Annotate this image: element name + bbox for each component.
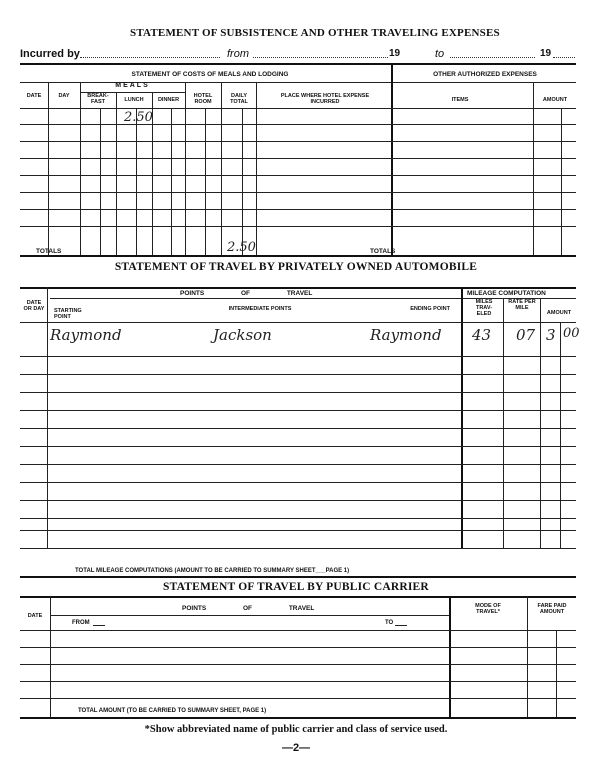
- col-date: DATE: [26, 93, 42, 99]
- auto-col-date: DATE OR DAY: [23, 300, 45, 312]
- incurred-by-label: Incurred by: [20, 48, 80, 60]
- auto-col-starting: STARTING POINT: [54, 308, 82, 320]
- col-items: ITEMS: [451, 97, 469, 103]
- totals-label-right: TOTALS: [370, 248, 396, 255]
- from-date-line[interactable]: [253, 57, 388, 58]
- carrier-total-label: TOTAL AMOUNT (TO BE CARRIED TO SUMMARY SHEET, PAGE 1): [78, 708, 267, 714]
- col-lunch: LUNCH: [124, 97, 144, 103]
- auto-col-amount: AMOUNT: [546, 310, 572, 316]
- auto-miles[interactable]: 43: [472, 326, 492, 344]
- to-label: to: [435, 48, 445, 60]
- auto-col-miles: MILES TRAV-ELED: [475, 299, 493, 317]
- to-year-prefix: 19: [540, 48, 552, 59]
- col-daily-total: DAILY TOTAL: [230, 93, 248, 105]
- auto-col-ending: ENDING POINT: [410, 306, 450, 312]
- from-year-prefix: 19: [389, 48, 401, 59]
- carrier-col-mode: MODE OF TRAVEL*: [475, 603, 501, 615]
- col-dinner: DINNER: [157, 97, 180, 103]
- auto-points-of-travel: POINTS OF TRAVEL: [180, 290, 313, 297]
- auto-start-point[interactable]: Raymond: [50, 326, 122, 344]
- auto-col-intermediate: INTERMEDIATE POINTS: [228, 306, 292, 312]
- totals-label: TOTALS: [36, 248, 62, 255]
- daily-total-sum[interactable]: 2.50: [227, 240, 256, 255]
- carrier-section-title: STATEMENT OF TRAVEL BY PUBLIC CARRIER: [163, 581, 429, 593]
- auto-rate[interactable]: 07: [516, 326, 536, 344]
- carrier-col-from: FROM: [72, 620, 90, 626]
- auto-section-title: STATEMENT OF TRAVEL BY PRIVATELY OWNED AUTOMOBILE: [114, 261, 478, 273]
- incurred-by-line[interactable]: [80, 57, 220, 58]
- col-meals: MEALS: [115, 82, 150, 89]
- carrier-col-date: DATE: [27, 613, 43, 619]
- other-expenses-title: OTHER AUTHORIZED EXPENSES: [433, 71, 537, 78]
- page-number: —2—: [281, 742, 311, 754]
- col-hotel-room: HOTEL ROOM: [193, 93, 213, 105]
- from-label: from: [227, 48, 249, 60]
- carrier-col-to: TO: [385, 620, 394, 626]
- auto-amount-dollars[interactable]: 3: [546, 326, 556, 344]
- form-title: STATEMENT OF SUBSISTENCE AND OTHER TRAVELING EXPENSES: [130, 27, 500, 39]
- lunch-entry[interactable]: 2.50: [124, 110, 153, 125]
- meals-section-title: STATEMENT OF COSTS OF MEALS AND LODGING: [131, 71, 289, 78]
- carrier-col-fare: FARE PAID AMOUNT: [537, 603, 567, 615]
- col-breakfast: BREAK-FAST: [87, 93, 109, 105]
- col-place: PLACE WHERE HOTEL EXPENSE INCURRED: [280, 93, 370, 105]
- col-amount: AMOUNT: [542, 97, 568, 103]
- year-blank[interactable]: [553, 57, 575, 58]
- footnote: *Show abbreviated name of public carrier and class of service used.: [144, 724, 448, 735]
- auto-col-rate: RATE PER MILE: [508, 299, 536, 311]
- auto-total-label: TOTAL MILEAGE COMPUTATIONS (AMOUNT TO BE CARRIED TO SUMMARY SHEET___PAGE 1): [75, 568, 350, 574]
- carrier-points-of-travel: POINTS OF TRAVEL: [182, 605, 315, 612]
- col-day: DAY: [58, 93, 70, 99]
- auto-amount-cents[interactable]: 00: [563, 326, 580, 341]
- to-date-line[interactable]: [450, 57, 535, 58]
- auto-intermediate-point[interactable]: Jackson: [213, 326, 272, 344]
- auto-end-point[interactable]: Raymond: [370, 326, 442, 344]
- mileage-title: MILEAGE COMPUTATION: [467, 290, 546, 297]
